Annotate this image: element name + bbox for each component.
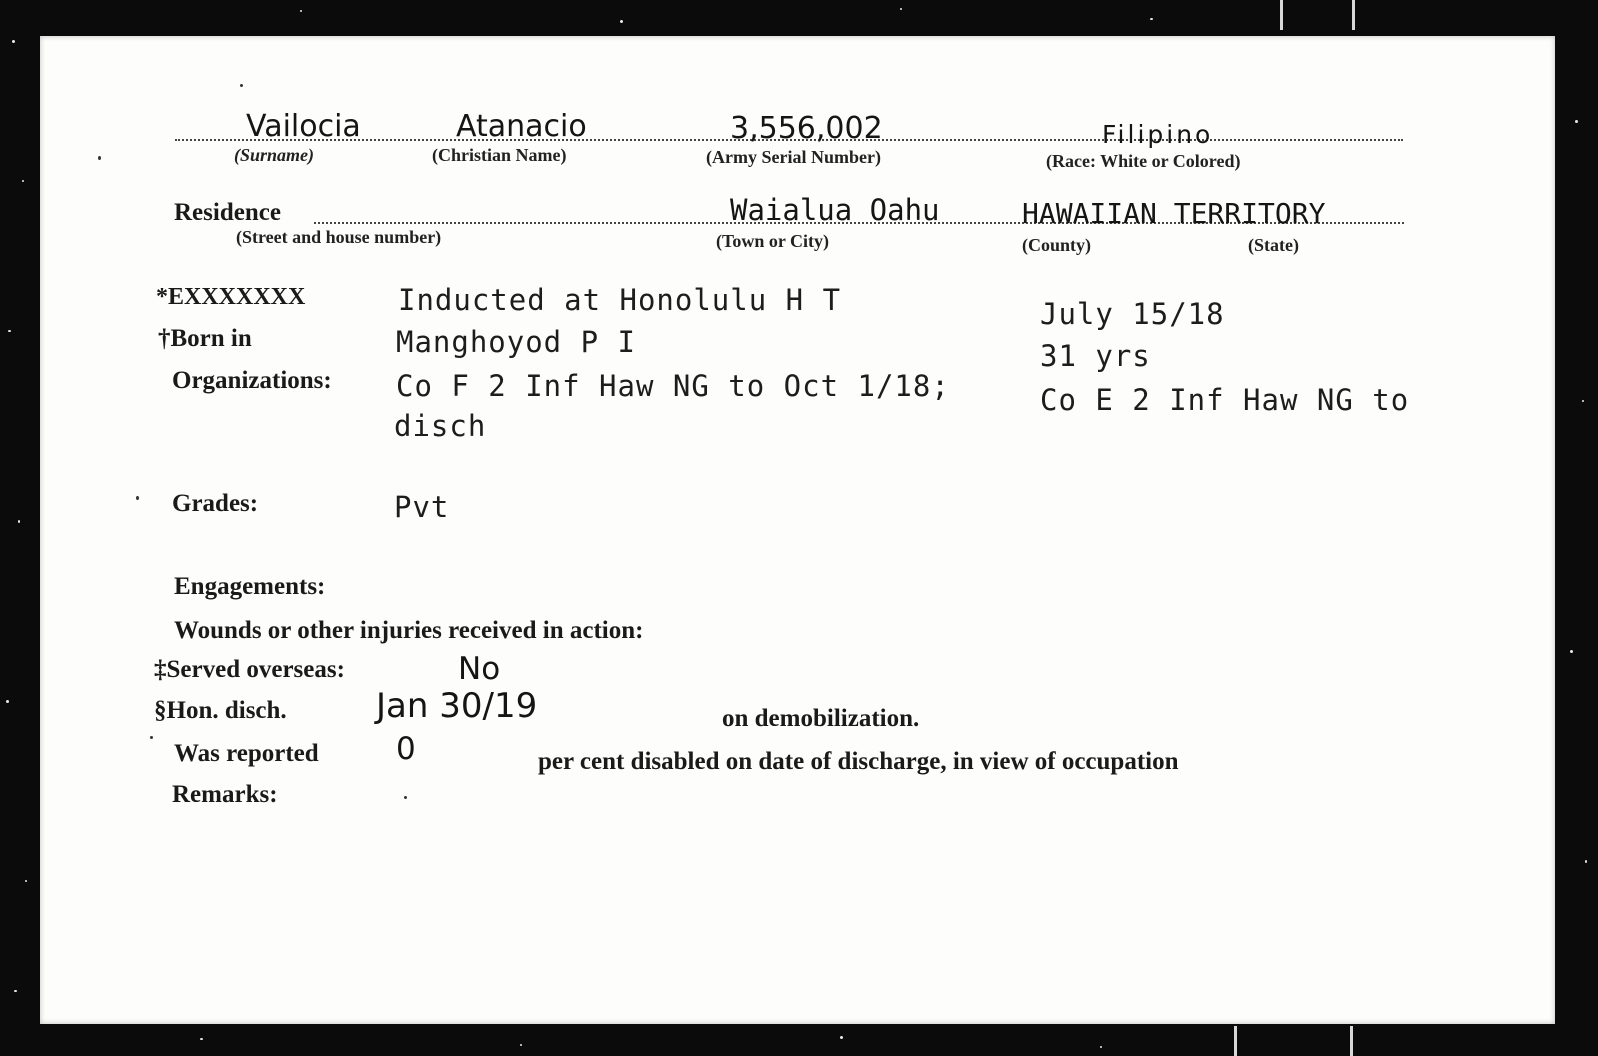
county-caption: (County) <box>1022 235 1092 255</box>
reported-suffix: per cent disabled on date of discharge, in view of occupation <box>538 748 1179 775</box>
ink-mark <box>240 84 243 87</box>
reported-value: 0 <box>396 731 416 767</box>
state-caption: (State) <box>1248 235 1299 255</box>
residence-town-value: Waialua Oahu <box>730 193 940 227</box>
street-caption: (Street and house number) <box>236 227 442 247</box>
christian-name-value: Atanacio <box>456 109 587 144</box>
christian-name-caption: (Christian Name) <box>432 145 567 165</box>
enlisted-label: *EXXXXXXX <box>156 284 306 310</box>
service-record-card <box>40 36 1555 1024</box>
serial-number-value: 3,556,002 <box>730 111 883 146</box>
ink-mark <box>150 736 153 739</box>
serial-number-caption: (Army Serial Number) <box>706 147 881 167</box>
overseas-value: No <box>458 651 501 687</box>
discharge-label: §Hon. disch. <box>154 697 287 724</box>
age-value: 31 yrs <box>1040 339 1151 373</box>
town-caption: (Town or City) <box>716 231 830 251</box>
residence-label: Residence <box>174 199 281 226</box>
born-value: Manghoyod P I <box>396 325 636 359</box>
surname-caption: (Surname) <box>234 145 315 165</box>
residence-state-value: HAWAIIAN TERRITORY <box>1022 197 1326 230</box>
grades-value: Pvt <box>394 490 450 524</box>
engagements-label: Engagements: <box>174 573 326 600</box>
reported-label: Was reported <box>174 740 319 767</box>
overseas-label: ‡Served overseas: <box>154 656 345 683</box>
discharge-value: Jan 30/19 <box>376 686 538 726</box>
wounds-label: Wounds or other injuries received in action: <box>174 617 644 644</box>
ink-mark <box>136 496 139 500</box>
enlisted-date: July 15/18 <box>1040 297 1225 331</box>
ink-mark <box>404 796 407 799</box>
organizations-line1b: Co E 2 Inf Haw NG to <box>1040 383 1410 417</box>
grades-label: Grades: <box>172 490 259 517</box>
discharge-suffix: on demobilization. <box>722 705 920 732</box>
race-caption: (Race: White or Colored) <box>1046 151 1241 171</box>
surname-value: Vailocia <box>246 109 361 144</box>
organizations-label: Organizations: <box>172 367 332 394</box>
born-label: †Born in <box>158 325 252 352</box>
organizations-line2: disch <box>394 409 487 443</box>
remarks-label: Remarks: <box>172 781 278 808</box>
ink-mark <box>98 156 101 160</box>
enlisted-value: Inducted at Honolulu H T <box>398 283 842 317</box>
organizations-line1: Co F 2 Inf Haw NG to Oct 1/18; <box>396 369 950 403</box>
race-value: Filipino <box>1102 120 1214 149</box>
